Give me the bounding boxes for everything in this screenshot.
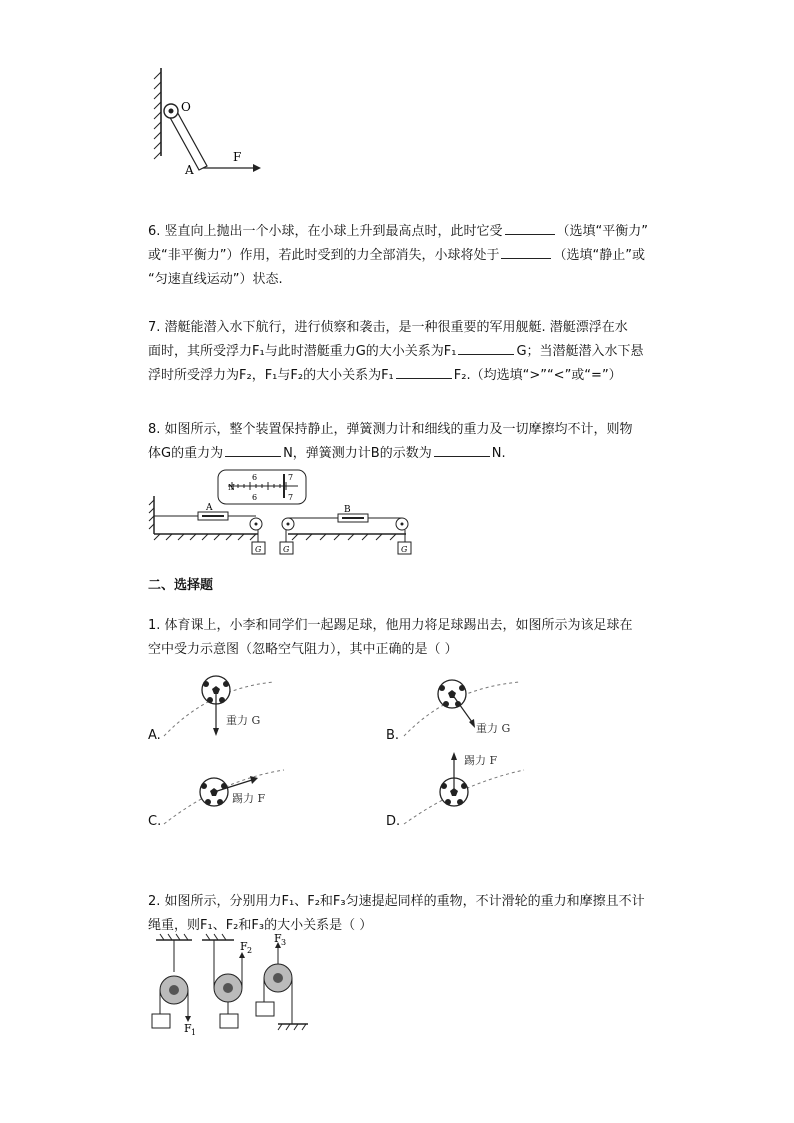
svg-text:重力 G: 重力 G bbox=[226, 714, 261, 727]
force-label: F bbox=[233, 150, 242, 164]
wall bbox=[154, 68, 161, 159]
svg-text:3: 3 bbox=[281, 938, 287, 947]
svg-text:重力 G: 重力 G bbox=[476, 722, 511, 735]
option-c-label[interactable]: C. bbox=[148, 814, 162, 829]
answer-blank[interactable] bbox=[505, 220, 555, 235]
question-6: 6. 竖直向上抛出一个小球，在小球上升到最高点时，此时它受 （选填“平衡力” 或“非平衡力”）作用，若此时受到的力全部消失，小球将处于 （选填“静止”或 “匀速直线运动”）状态. bbox=[148, 220, 688, 292]
option-a-figure[interactable] bbox=[160, 668, 280, 740]
svg-text:2: 2 bbox=[247, 946, 253, 955]
svg-text:A: A bbox=[206, 503, 213, 513]
lever-figure bbox=[145, 66, 265, 178]
pulley-figure bbox=[148, 932, 318, 1036]
svg-text:7: 7 bbox=[288, 473, 294, 482]
svg-text:6: 6 bbox=[252, 473, 258, 482]
svg-text:踢力 F: 踢力 F bbox=[232, 792, 266, 805]
option-d-figure[interactable] bbox=[400, 748, 530, 828]
svg-text:G: G bbox=[255, 545, 262, 554]
question-8: 8. 如图所示，整个装置保持静止，弹簧测力计和细线的重力及一切摩擦均不计，则物 体G的重力为 N，弹簧测力计B的示数为 N. bbox=[148, 422, 633, 461]
option-b-figure[interactable] bbox=[400, 668, 530, 740]
option-d-label[interactable]: D. bbox=[386, 814, 401, 829]
svg-text:F: F bbox=[184, 1022, 192, 1035]
svg-text:N: N bbox=[228, 483, 235, 492]
option-b-label[interactable]: B. bbox=[386, 728, 400, 743]
answer-blank[interactable] bbox=[501, 244, 551, 259]
svg-text:F: F bbox=[240, 940, 248, 953]
svg-text:G: G bbox=[401, 545, 408, 554]
svg-text:B: B bbox=[344, 505, 351, 515]
choice-question-1: 1. 体育课上，小李和同学们一起踢足球，他用力将足球踢出去，如图所示为该足球在 空中受力示意图（忽略空气阻力），其中正确的是（ ） bbox=[148, 618, 633, 657]
svg-text:7: 7 bbox=[288, 493, 294, 502]
option-a-label[interactable]: A. bbox=[148, 728, 161, 743]
svg-text:踢力 F: 踢力 F bbox=[464, 754, 498, 767]
answer-blank[interactable] bbox=[396, 364, 452, 379]
option-c-figure[interactable] bbox=[160, 756, 290, 828]
answer-blank[interactable] bbox=[225, 442, 281, 457]
choice-question-2: 2. 如图所示，分别用力F₁、F₂和F₃匀速提起同样的重物，不计滑轮的重力和摩擦且不计 绳重，则F₁、F₂和F₃的大小关系是（ ） bbox=[148, 894, 645, 933]
answer-blank[interactable] bbox=[458, 340, 514, 355]
end-label: A bbox=[185, 163, 194, 177]
section-title: 二、选择题 bbox=[148, 578, 214, 593]
svg-text:G: G bbox=[283, 545, 290, 554]
spring-meter-figure bbox=[148, 468, 418, 560]
pivot-label: O bbox=[181, 100, 191, 114]
svg-text:F: F bbox=[274, 932, 282, 945]
question-7: 7. 潜艇能潜入水下航行，进行侦察和袭击，是一种很重要的军用舰艇. 潜艇漂浮在水 面时，其所受浮力F₁与此时潜艇重力G的大小关系为F₁ G；当潜艇潜入水下悬 浮时所受浮力为F₂，F₁与F₂的大小关系为F₁ F₂.（均选填“>”“<”或“=”） bbox=[148, 320, 644, 383]
answer-blank[interactable] bbox=[434, 442, 490, 457]
svg-text:1: 1 bbox=[191, 1028, 197, 1036]
svg-text:6: 6 bbox=[252, 493, 258, 502]
